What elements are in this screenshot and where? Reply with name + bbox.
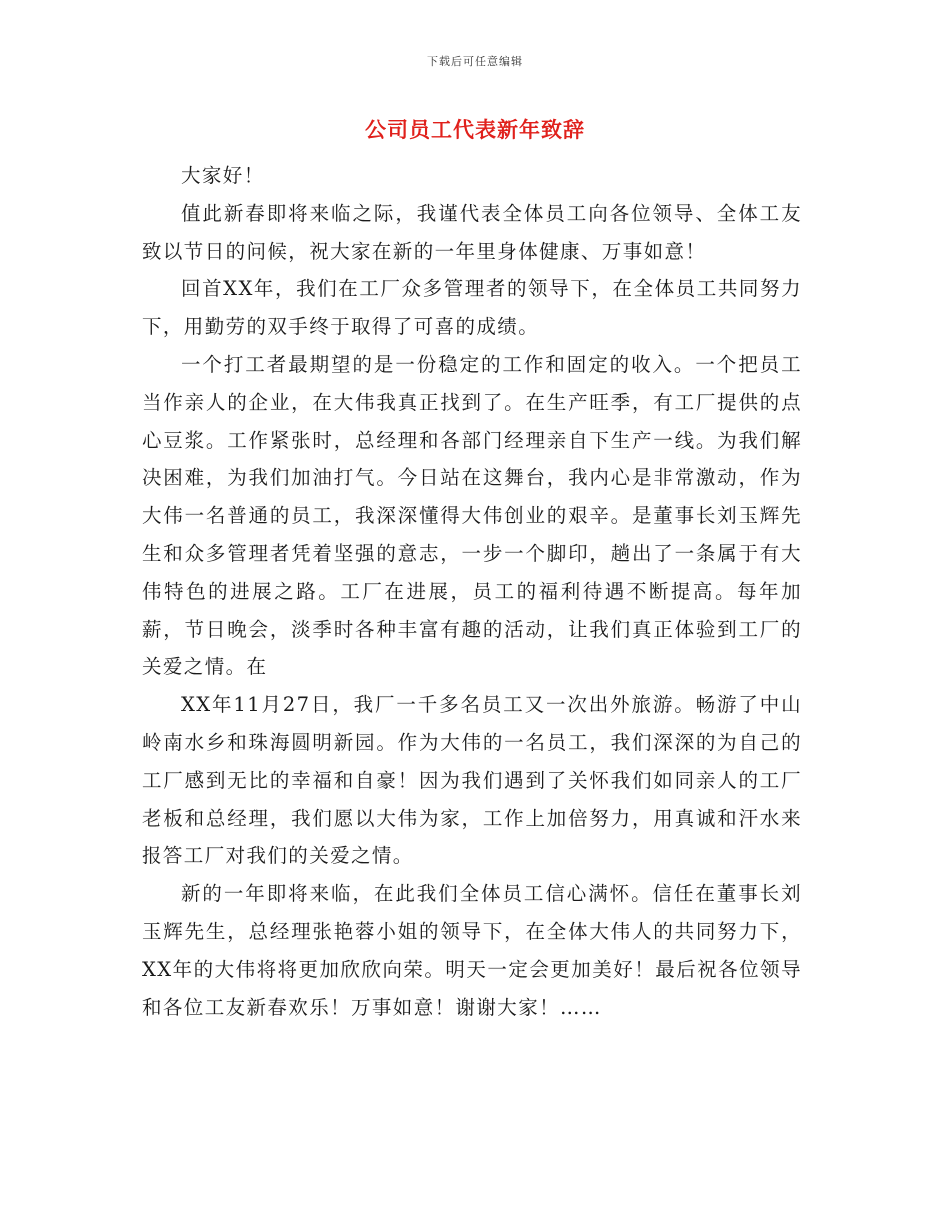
paragraph-closing: 新的一年即将来临，在此我们全体员工信心满怀。信任在董事长刘玉辉先生，总经理张艳蓉小姐的领导下，在全体大伟人的共同努力下，XX年的大伟将将更加欣欣向荣。明天一定会更加美好！最后祝各位领导和各位工友新春欢乐！万事如意！谢谢大家！…… bbox=[142, 882, 802, 1019]
paragraph-review: 回首XX年，我们在工厂众多管理者的领导下，在全体员工共同努力下，用勤劳的双手终于取得了可喜的成绩。 bbox=[142, 277, 802, 339]
document-body bbox=[142, 157, 802, 1026]
paragraph-company-care: 一个打工者最期望的是一份稳定的工作和固定的收入。一个把员工当作亲人的企业，在大伟我真正找到了。在生产旺季，有工厂提供的点心豆浆。工作紧张时，总经理和各部门经理亲自下生产一线。为我们解决困难，为我们加油打气。今日站在这舞台，我内心是非常激动，作为大伟一名普通的员工，我深深懂得大伟创业的艰辛。是董事长刘玉辉先生和众多管理者凭着坚强的意志，一步一个脚印，趟出了一条属于有大伟特色的进展之路。工厂在进展，员工的福利待遇不断提高。每年加薪，节日晚会，淡季时各种丰富有趣的活动，让我们真正体验到工厂的关爱之情。在 bbox=[142, 352, 802, 679]
paragraph-greeting: 大家好！ bbox=[181, 164, 265, 187]
document-title: 公司员工代表新年致辞 bbox=[365, 118, 585, 142]
paragraph-new-year-wishes: 值此新春即将来临之际，我谨代表全体员工向各位领导、全体工友致以节日的问候，祝大家在新的一年里身体健康、万事如意！ bbox=[142, 201, 802, 263]
header-note: 下载后可任意编辑 bbox=[427, 55, 523, 68]
paragraph-company-trip: XX年11月27日，我厂一千多名员工又一次出外旅游。畅游了中山岭南水乡和珠海圆明新园。作为大伟的一名员工，我们深深的为自己的工厂感到无比的幸福和自豪！因为我们遇到了关怀我们如同亲人的工厂老板和总经理，我们愿以大伟为家，工作上加倍努力，用真诚和汗水来报答工厂对我们的关爱之情。 bbox=[142, 693, 802, 868]
